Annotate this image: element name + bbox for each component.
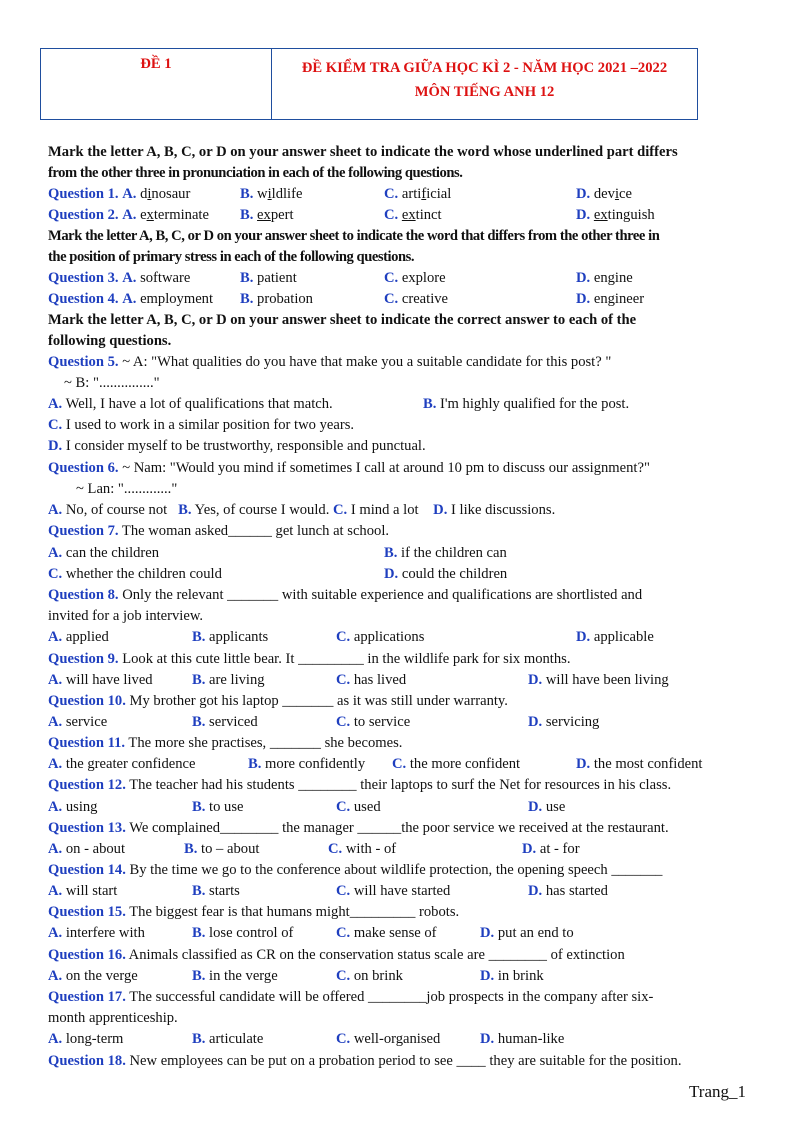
question-8-stem2: invited for a job interview. xyxy=(48,608,204,624)
question-14-options xyxy=(48,881,608,902)
option-letter: B. xyxy=(178,502,192,518)
option-letter: B. xyxy=(240,207,254,223)
question-label: Question 17. xyxy=(48,989,126,1005)
option-c-wrap xyxy=(336,797,381,818)
option-c-wrap xyxy=(336,670,406,691)
option-letter: C. xyxy=(392,756,407,772)
option-b: more confidently xyxy=(265,756,366,772)
option-c: will have started xyxy=(353,883,451,899)
question-text: The woman asked______ get lunch at school. xyxy=(118,523,390,539)
option-letter: C. xyxy=(336,883,351,899)
question-1 xyxy=(48,184,632,205)
section3-instruction-line1: Mark the letter A, B, C, or D on your answer sheet to indicate the correct answer to each of the xyxy=(48,312,637,328)
option-letter: C. xyxy=(328,841,343,857)
question-16-options xyxy=(48,966,544,987)
option-c: I used to work in a similar position for two years. xyxy=(65,417,355,433)
question-label: Question 15. xyxy=(48,904,126,920)
option-letter: A. xyxy=(48,629,63,645)
option-c: extinct xyxy=(401,207,442,223)
option-letter: C. xyxy=(336,799,351,815)
option-d: at - for xyxy=(539,841,580,857)
question-text: New employees can be put on a probation period to see ____ they are suitable for the position. xyxy=(125,1053,682,1069)
option-b-wrap xyxy=(192,627,268,648)
question-6-options xyxy=(48,500,555,521)
option-b-wrap xyxy=(192,797,244,818)
option-c: explore xyxy=(401,270,446,286)
question-label: Question 6. xyxy=(48,460,119,476)
question-17-stem xyxy=(48,987,653,1008)
question-label: Question 2. xyxy=(48,207,119,223)
option-letter: C. xyxy=(333,502,348,518)
option-letter: C. xyxy=(336,714,351,730)
option-b-wrap xyxy=(240,184,302,205)
option-c-wrap xyxy=(384,289,448,310)
option-c-wrap xyxy=(336,1029,440,1050)
question-text: ~ A: "What qualities do you have that make you a suitable candidate for this post? " xyxy=(118,354,612,370)
question-5-stem xyxy=(48,352,611,373)
option-a: the greater confidence xyxy=(65,756,196,772)
question-label: Question 4. xyxy=(48,291,119,307)
option-b: if the children can xyxy=(401,545,507,561)
option-letter: A. xyxy=(122,186,137,202)
option-b-wrap xyxy=(423,394,629,415)
question-12-options xyxy=(48,797,566,818)
option-b-wrap xyxy=(192,1029,263,1050)
option-letter: D. xyxy=(528,883,543,899)
option-letter: B. xyxy=(384,545,398,561)
question-5-stem2: ~ B: "..............." xyxy=(64,375,160,391)
option-letter: A. xyxy=(48,841,63,857)
option-letter: A. xyxy=(48,1031,63,1047)
question-6-stem xyxy=(48,458,650,479)
question-text: My brother got his laptop _______ as it was still under warranty. xyxy=(125,693,508,709)
option-letter: D. xyxy=(528,672,543,688)
question-18-stem xyxy=(48,1051,681,1072)
option-letter: B. xyxy=(192,629,206,645)
option-d-wrap xyxy=(528,881,608,902)
option-d: applicable xyxy=(593,629,654,645)
question-label: Question 16. xyxy=(48,947,126,963)
option-a: interfere with xyxy=(65,925,145,941)
question-4 xyxy=(48,289,645,310)
option-letter: B. xyxy=(184,841,198,857)
option-letter: D. xyxy=(522,841,537,857)
question-9-options xyxy=(48,670,669,691)
option-a: long-term xyxy=(65,1031,124,1047)
option-c-wrap xyxy=(336,966,403,987)
option-letter: A. xyxy=(48,925,63,941)
option-letter: C. xyxy=(336,672,351,688)
option-letter: B. xyxy=(248,756,262,772)
option-d: engine xyxy=(593,270,633,286)
option-b: are living xyxy=(209,672,265,688)
option-d-wrap xyxy=(576,184,632,205)
question-17-stem2: month apprenticeship. xyxy=(48,1010,178,1026)
option-letter: D. xyxy=(528,799,543,815)
exam-header-box xyxy=(40,48,698,120)
option-d: I like discussions. xyxy=(451,502,556,518)
option-letter: B. xyxy=(240,270,254,286)
option-c-wrap xyxy=(392,754,520,775)
question-6-stem2: ~ Lan: "............." xyxy=(76,481,178,497)
option-letter: D. xyxy=(576,270,591,286)
option-letter: B. xyxy=(192,968,206,984)
option-letter: A. xyxy=(122,270,137,286)
option-c: artificial xyxy=(401,186,452,202)
option-letter: A. xyxy=(122,207,137,223)
option-letter: C. xyxy=(384,270,399,286)
option-b-wrap xyxy=(192,712,258,733)
option-b-wrap xyxy=(248,754,365,775)
option-letter: D. xyxy=(576,207,591,223)
option-b-wrap xyxy=(240,268,297,289)
option-b: to – about xyxy=(201,841,260,857)
option-d: has started xyxy=(545,883,608,899)
option-b-wrap xyxy=(192,670,265,691)
option-d: could the children xyxy=(401,566,508,582)
exam-code-cell xyxy=(41,49,272,119)
question-7-stem xyxy=(48,521,389,542)
question-16-stem xyxy=(48,945,625,966)
question-9-stem xyxy=(48,649,570,670)
option-b: lose control of xyxy=(209,925,294,941)
option-d: use xyxy=(545,799,566,815)
option-letter: B. xyxy=(192,1031,206,1047)
option-c: creative xyxy=(401,291,449,307)
question-11-options xyxy=(48,754,703,775)
question-13-stem xyxy=(48,818,669,839)
section3-instruction-line2: following questions. xyxy=(48,333,172,349)
option-letter: C. xyxy=(336,1031,351,1047)
option-d-wrap xyxy=(576,205,655,226)
question-12-stem xyxy=(48,775,671,796)
question-14-stem xyxy=(48,860,662,881)
question-text: We complained________ the manager ______the poor service we received at the restaurant. xyxy=(125,820,669,836)
question-label: Question 14. xyxy=(48,862,126,878)
option-c-wrap xyxy=(384,268,446,289)
question-10-options xyxy=(48,712,600,733)
option-b-wrap xyxy=(240,289,313,310)
option-letter: D. xyxy=(576,629,591,645)
option-d: will have been living xyxy=(545,672,669,688)
option-d-wrap xyxy=(576,289,644,310)
question-5-option-c xyxy=(48,415,354,436)
option-c: applications xyxy=(353,629,425,645)
option-d: engineer xyxy=(593,291,645,307)
option-letter: D. xyxy=(48,438,63,454)
option-c: well-organised xyxy=(353,1031,441,1047)
option-d: extinguish xyxy=(593,207,655,223)
option-d: human-like xyxy=(497,1031,565,1047)
option-b: starts xyxy=(209,883,240,899)
option-letter: D. xyxy=(384,566,399,582)
option-letter: D. xyxy=(480,925,495,941)
option-b-wrap xyxy=(192,923,293,944)
option-c: on brink xyxy=(353,968,403,984)
option-letter: B. xyxy=(423,396,437,412)
option-a: dinosaur xyxy=(140,186,191,202)
option-b: patient xyxy=(257,270,297,286)
option-b-wrap xyxy=(384,543,507,564)
question-8-stem xyxy=(48,585,642,606)
option-letter: D. xyxy=(528,714,543,730)
exam-subject: MÔN TIẾNG ANH 12 xyxy=(414,84,555,100)
question-15-options xyxy=(48,923,574,944)
question-text: ~ Nam: "Would you mind if sometimes I call at around 10 pm to discuss our assignment?" xyxy=(118,460,650,476)
option-c: I mind a lot xyxy=(350,502,419,518)
option-c: to service xyxy=(353,714,411,730)
option-b: wildlife xyxy=(257,186,303,202)
option-a: using xyxy=(65,799,98,815)
question-text: The teacher had his students ________ their laptops to surf the Net for resources in his class. xyxy=(125,777,672,793)
option-letter: D. xyxy=(576,756,591,772)
option-a: applied xyxy=(65,629,109,645)
option-letter: A. xyxy=(48,502,63,518)
option-c: whether the children could xyxy=(65,566,222,582)
option-letter: B. xyxy=(240,186,254,202)
option-a: employment xyxy=(140,291,214,307)
option-letter: A. xyxy=(48,672,63,688)
question-3 xyxy=(48,268,633,289)
question-5-option-d xyxy=(48,436,426,457)
option-letter: D. xyxy=(576,291,591,307)
option-d-wrap xyxy=(522,839,580,860)
section1-instruction-line1: Mark the letter A, B, C, or D on your answer sheet to indicate the word whose underlined part differs xyxy=(48,144,678,160)
option-a: on the verge xyxy=(65,968,138,984)
option-d-wrap xyxy=(528,670,669,691)
option-b: articulate xyxy=(209,1031,264,1047)
option-letter: C. xyxy=(48,566,63,582)
option-c-wrap xyxy=(336,712,410,733)
exam-title: ĐỀ KIỂM TRA GIỮA HỌC KÌ 2 - NĂM HỌC 2021 –2022 xyxy=(301,60,668,76)
option-a: on - about xyxy=(65,841,126,857)
option-letter: C. xyxy=(336,629,351,645)
option-letter: A. xyxy=(48,883,63,899)
question-2 xyxy=(48,205,655,226)
section2-instruction-line1: Mark the letter A, B, C, or D on your answer sheet to indicate the word that differs from the other three in xyxy=(48,228,660,244)
option-letter: A. xyxy=(48,799,63,815)
question-label: Question 7. xyxy=(48,523,119,539)
option-c: the more confident xyxy=(409,756,521,772)
option-letter: B. xyxy=(192,883,206,899)
option-letter: C. xyxy=(384,207,399,223)
question-15-stem xyxy=(48,902,459,923)
option-letter: B. xyxy=(192,672,206,688)
option-d-wrap xyxy=(576,627,654,648)
option-b: Yes, of course I would. xyxy=(194,502,330,518)
option-a: can the children xyxy=(65,545,160,561)
question-label: Question 18. xyxy=(48,1053,126,1069)
option-letter: B. xyxy=(240,291,254,307)
option-letter: D. xyxy=(433,502,448,518)
question-11-stem xyxy=(48,733,402,754)
question-7-options-cd xyxy=(48,564,508,585)
option-letter: A. xyxy=(48,714,63,730)
option-letter: B. xyxy=(192,714,206,730)
question-label: Question 12. xyxy=(48,777,126,793)
option-letter: D. xyxy=(576,186,591,202)
option-b: applicants xyxy=(209,629,269,645)
question-text: Look at this cute little bear. It _________ in the wildlife park for six months. xyxy=(118,651,571,667)
question-13-options xyxy=(48,839,580,860)
option-d-wrap xyxy=(480,1029,564,1050)
option-c-wrap xyxy=(336,923,437,944)
option-c-wrap xyxy=(336,627,424,648)
question-8-options xyxy=(48,627,654,648)
option-c-wrap xyxy=(384,205,442,226)
option-d-wrap xyxy=(384,564,507,585)
option-b-wrap xyxy=(184,839,259,860)
option-c: has lived xyxy=(353,672,407,688)
option-letter: C. xyxy=(384,186,399,202)
option-a: service xyxy=(65,714,108,730)
option-b: in the verge xyxy=(209,968,278,984)
question-text: Animals classified as CR on the conservation status scale are ________ of extinction xyxy=(125,947,625,963)
option-letter: C. xyxy=(384,291,399,307)
exam-code: ĐỀ 1 xyxy=(140,56,172,72)
option-a: will start xyxy=(65,883,118,899)
exam-title-cell xyxy=(272,49,697,119)
option-c-wrap xyxy=(336,881,450,902)
option-letter: C. xyxy=(336,968,351,984)
page-number: Trang_1 xyxy=(689,1082,746,1101)
question-label: Question 13. xyxy=(48,820,126,836)
question-10-stem xyxy=(48,691,508,712)
option-c: make sense of xyxy=(353,925,437,941)
option-d-wrap xyxy=(528,797,565,818)
question-label: Question 11. xyxy=(48,735,126,751)
question-text: The successful candidate will be offered ________job prospects in the company after six- xyxy=(125,989,654,1005)
option-b: probation xyxy=(257,291,313,307)
option-letter: A. xyxy=(122,291,137,307)
option-a: exterminate xyxy=(140,207,209,223)
question-5-options-ab xyxy=(48,394,630,415)
section2-instruction-line2: the position of primary stress in each of the following questions. xyxy=(48,249,415,265)
option-c-wrap xyxy=(328,839,396,860)
option-d-wrap xyxy=(576,754,702,775)
option-b: to use xyxy=(209,799,244,815)
question-text: Only the relevant _______ with suitable experience and qualifications are shortlisted and xyxy=(118,587,643,603)
question-7-options-ab xyxy=(48,543,507,564)
question-label: Question 10. xyxy=(48,693,126,709)
option-letter: B. xyxy=(192,925,206,941)
option-b: serviced xyxy=(209,714,258,730)
option-b-wrap xyxy=(192,966,278,987)
option-letter: C. xyxy=(336,925,351,941)
option-d: I consider myself to be trustworthy, responsible and punctual. xyxy=(65,438,426,454)
question-17-options xyxy=(48,1029,565,1050)
option-b: expert xyxy=(257,207,294,223)
option-b-wrap xyxy=(192,881,240,902)
option-letter: A. xyxy=(48,756,63,772)
option-c: with - of xyxy=(345,841,397,857)
option-letter: D. xyxy=(480,1031,495,1047)
option-b: I'm highly qualified for the post. xyxy=(440,396,630,412)
option-a: No, of course not xyxy=(65,502,168,518)
option-c: used xyxy=(353,799,381,815)
question-text: The more she practises, _______ she becomes. xyxy=(125,735,403,751)
question-label: Question 5. xyxy=(48,354,119,370)
option-d: put an end to xyxy=(497,925,574,941)
question-label: Question 8. xyxy=(48,587,119,603)
question-label: Question 1. xyxy=(48,186,119,202)
option-c-wrap xyxy=(384,184,451,205)
option-letter: B. xyxy=(192,799,206,815)
option-d-wrap xyxy=(480,923,574,944)
option-d-wrap xyxy=(528,712,599,733)
option-letter: A. xyxy=(48,396,63,412)
option-d: in brink xyxy=(497,968,544,984)
question-label: Question 9. xyxy=(48,651,119,667)
option-d: the most confident xyxy=(593,756,703,772)
option-a: Well, I have a lot of qualifications that match. xyxy=(65,396,333,412)
question-text: By the time we go to the conference about wildlife protection, the opening speech _______ xyxy=(125,862,663,878)
option-letter: C. xyxy=(48,417,63,433)
question-text: The biggest fear is that humans might_________ robots. xyxy=(125,904,460,920)
option-letter: A. xyxy=(48,968,63,984)
option-a: software xyxy=(140,270,191,286)
option-d-wrap xyxy=(576,268,633,289)
section1-instruction-line2: from the other three in pronunciation in each of the following questions. xyxy=(48,165,463,181)
option-letter: D. xyxy=(480,968,495,984)
option-d: servicing xyxy=(545,714,600,730)
option-d: device xyxy=(593,186,632,202)
option-b-wrap xyxy=(240,205,294,226)
option-d-wrap xyxy=(480,966,544,987)
option-letter: A. xyxy=(48,545,63,561)
question-label: Question 3. xyxy=(48,270,119,286)
option-a: will have lived xyxy=(65,672,153,688)
